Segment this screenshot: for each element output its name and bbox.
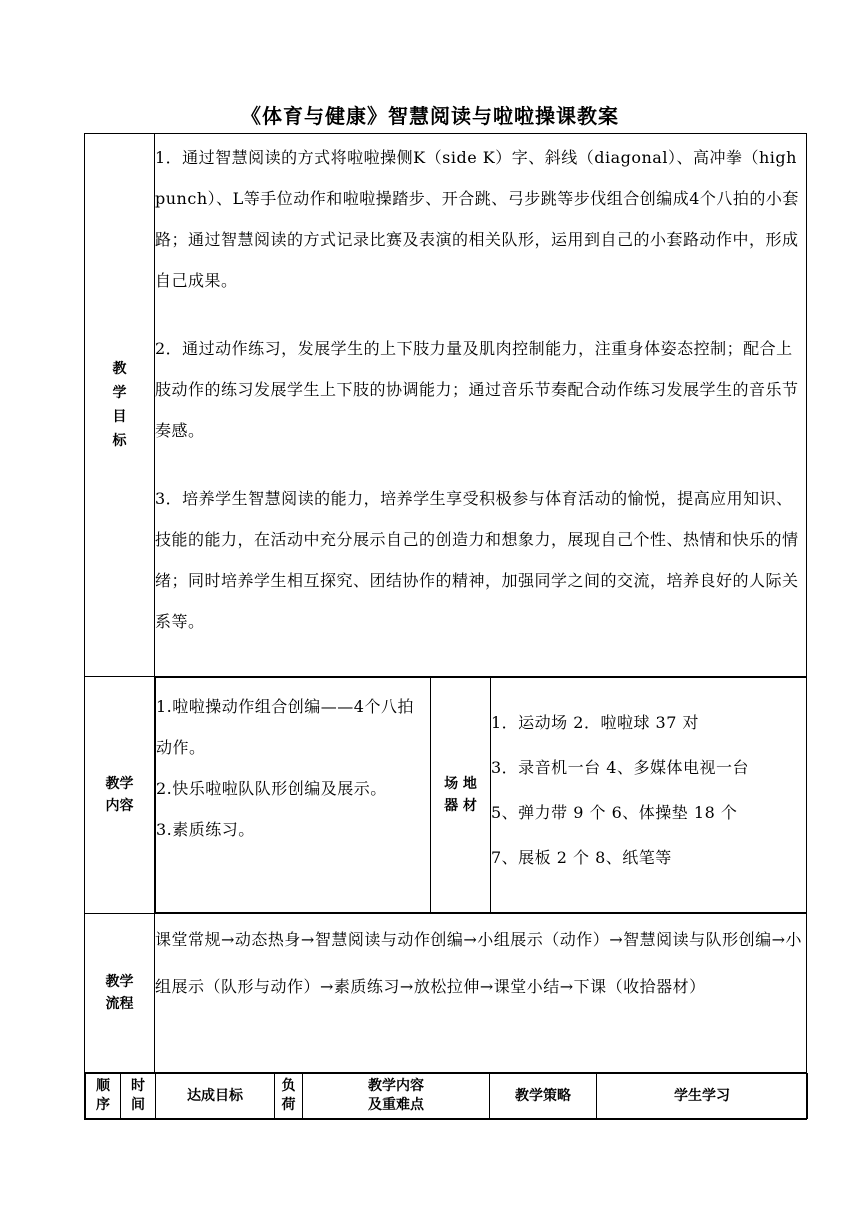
content-inner-table — [155, 677, 807, 913]
column-load-char: 荷 — [281, 1097, 296, 1113]
content-item-1: 1.啦啦操动作组合创编——4个八拍动作。 — [156, 697, 414, 757]
content-label-line2: 内容 — [105, 798, 134, 814]
process-label-line1: 教学 — [105, 974, 134, 990]
objectives-label-char: 标 — [112, 433, 127, 449]
objectives-label-char: 目 — [112, 409, 127, 425]
venue-item-2: 3．录音机一台 4、多媒体电视一台 — [491, 758, 749, 777]
venue-item-1: 1．运动场 2．啦啦球 37 对 — [491, 713, 699, 732]
objective-item-2: 2．通过动作练习，发展学生的上下肢力量及肌肉控制能力，注重身体姿态控制；配合上肢动作的练习发展学生上下肢的协调能力；通过音乐节奏配合动作练习发展学生的音乐节奏感。 — [155, 339, 799, 440]
objectives-row — [85, 134, 807, 677]
content-item-2: 2.快乐啦啦队队形创编及展示。 — [156, 779, 387, 798]
venue-item-4: 7、展板 2 个 8、纸笔等 — [491, 848, 672, 867]
column-strategy: 教学策略 — [490, 1074, 597, 1119]
objectives-label-char: 学 — [112, 385, 127, 401]
objective-item-3: 3．培养学生智慧阅读的能力，培养学生享受积极参与体育活动的愉悦，提高应用知识、技能的能力，在活动中充分展示自己的创造力和想象力，展现自己个性、热情和快乐的情绪；同时培养学生相互探究、团结协作的精神，加强同学之间的交流，培养良好的人际关系等。 — [155, 489, 799, 631]
page-title: 《体育与健康》智慧阅读与啦啦操课教案 — [241, 104, 619, 128]
content-label-line1: 教学 — [105, 776, 134, 792]
venue-text-cell — [491, 678, 807, 913]
column-header-table — [85, 1073, 808, 1119]
column-goal: 达成目标 — [156, 1074, 275, 1119]
objectives-text-cell — [155, 134, 807, 677]
content-split-cell — [155, 677, 807, 914]
venue-item-3: 5、弹力带 9 个 6、体操垫 18 个 — [491, 803, 738, 822]
process-row — [85, 914, 807, 1073]
column-study: 学生学习 — [597, 1074, 808, 1119]
objectives-label-cell — [85, 134, 155, 677]
column-header-row — [85, 1073, 807, 1120]
content-row — [85, 677, 807, 914]
process-label — [85, 914, 155, 1073]
column-content — [303, 1074, 490, 1119]
column-time-char: 间 — [131, 1097, 145, 1113]
process-label-line2: 流程 — [105, 996, 134, 1012]
column-content-line: 教学内容 — [368, 1078, 424, 1094]
venue-label-line2: 器 材 — [444, 798, 477, 814]
objectives-label — [112, 357, 128, 453]
column-order-char: 序 — [96, 1097, 110, 1113]
column-content-line: 及重难点 — [368, 1097, 424, 1113]
content-text-cell — [156, 678, 431, 913]
column-time-char: 时 — [131, 1078, 145, 1094]
column-order-char: 顺 — [96, 1078, 110, 1094]
process-text: 课堂常规→动态热身→智慧阅读与动作创编→小组展示（动作）→智慧阅读与队形创编→小组展示（队形与动作）→素质练习→放松拉伸→课堂小结→下课（收拾器材） — [155, 914, 807, 1073]
content-item-3: 3.素质练习。 — [156, 820, 255, 839]
objectives-label-char: 教 — [112, 361, 127, 377]
venue-label-line1: 场 地 — [444, 776, 477, 792]
column-load-char: 负 — [281, 1078, 296, 1094]
lesson-plan-table — [84, 133, 807, 1120]
column-time — [121, 1074, 156, 1119]
content-label — [85, 677, 155, 914]
objective-item-1: 1．通过智慧阅读的方式将啦啦操侧K（side K）字、斜线（diagonal）、高冲拳（high punch）、L等手位动作和啦啦操踏步、开合跳、弓步跳等步伐组合创编成4个八拍的小套路；通过智慧阅读的方式记录比赛及表演的相关队形，运用到自己的小套路动作中，形成自己成果。 — [155, 148, 799, 290]
column-load — [275, 1074, 303, 1119]
column-header-cell — [85, 1073, 807, 1120]
venue-label — [431, 678, 491, 913]
column-order — [86, 1074, 121, 1119]
